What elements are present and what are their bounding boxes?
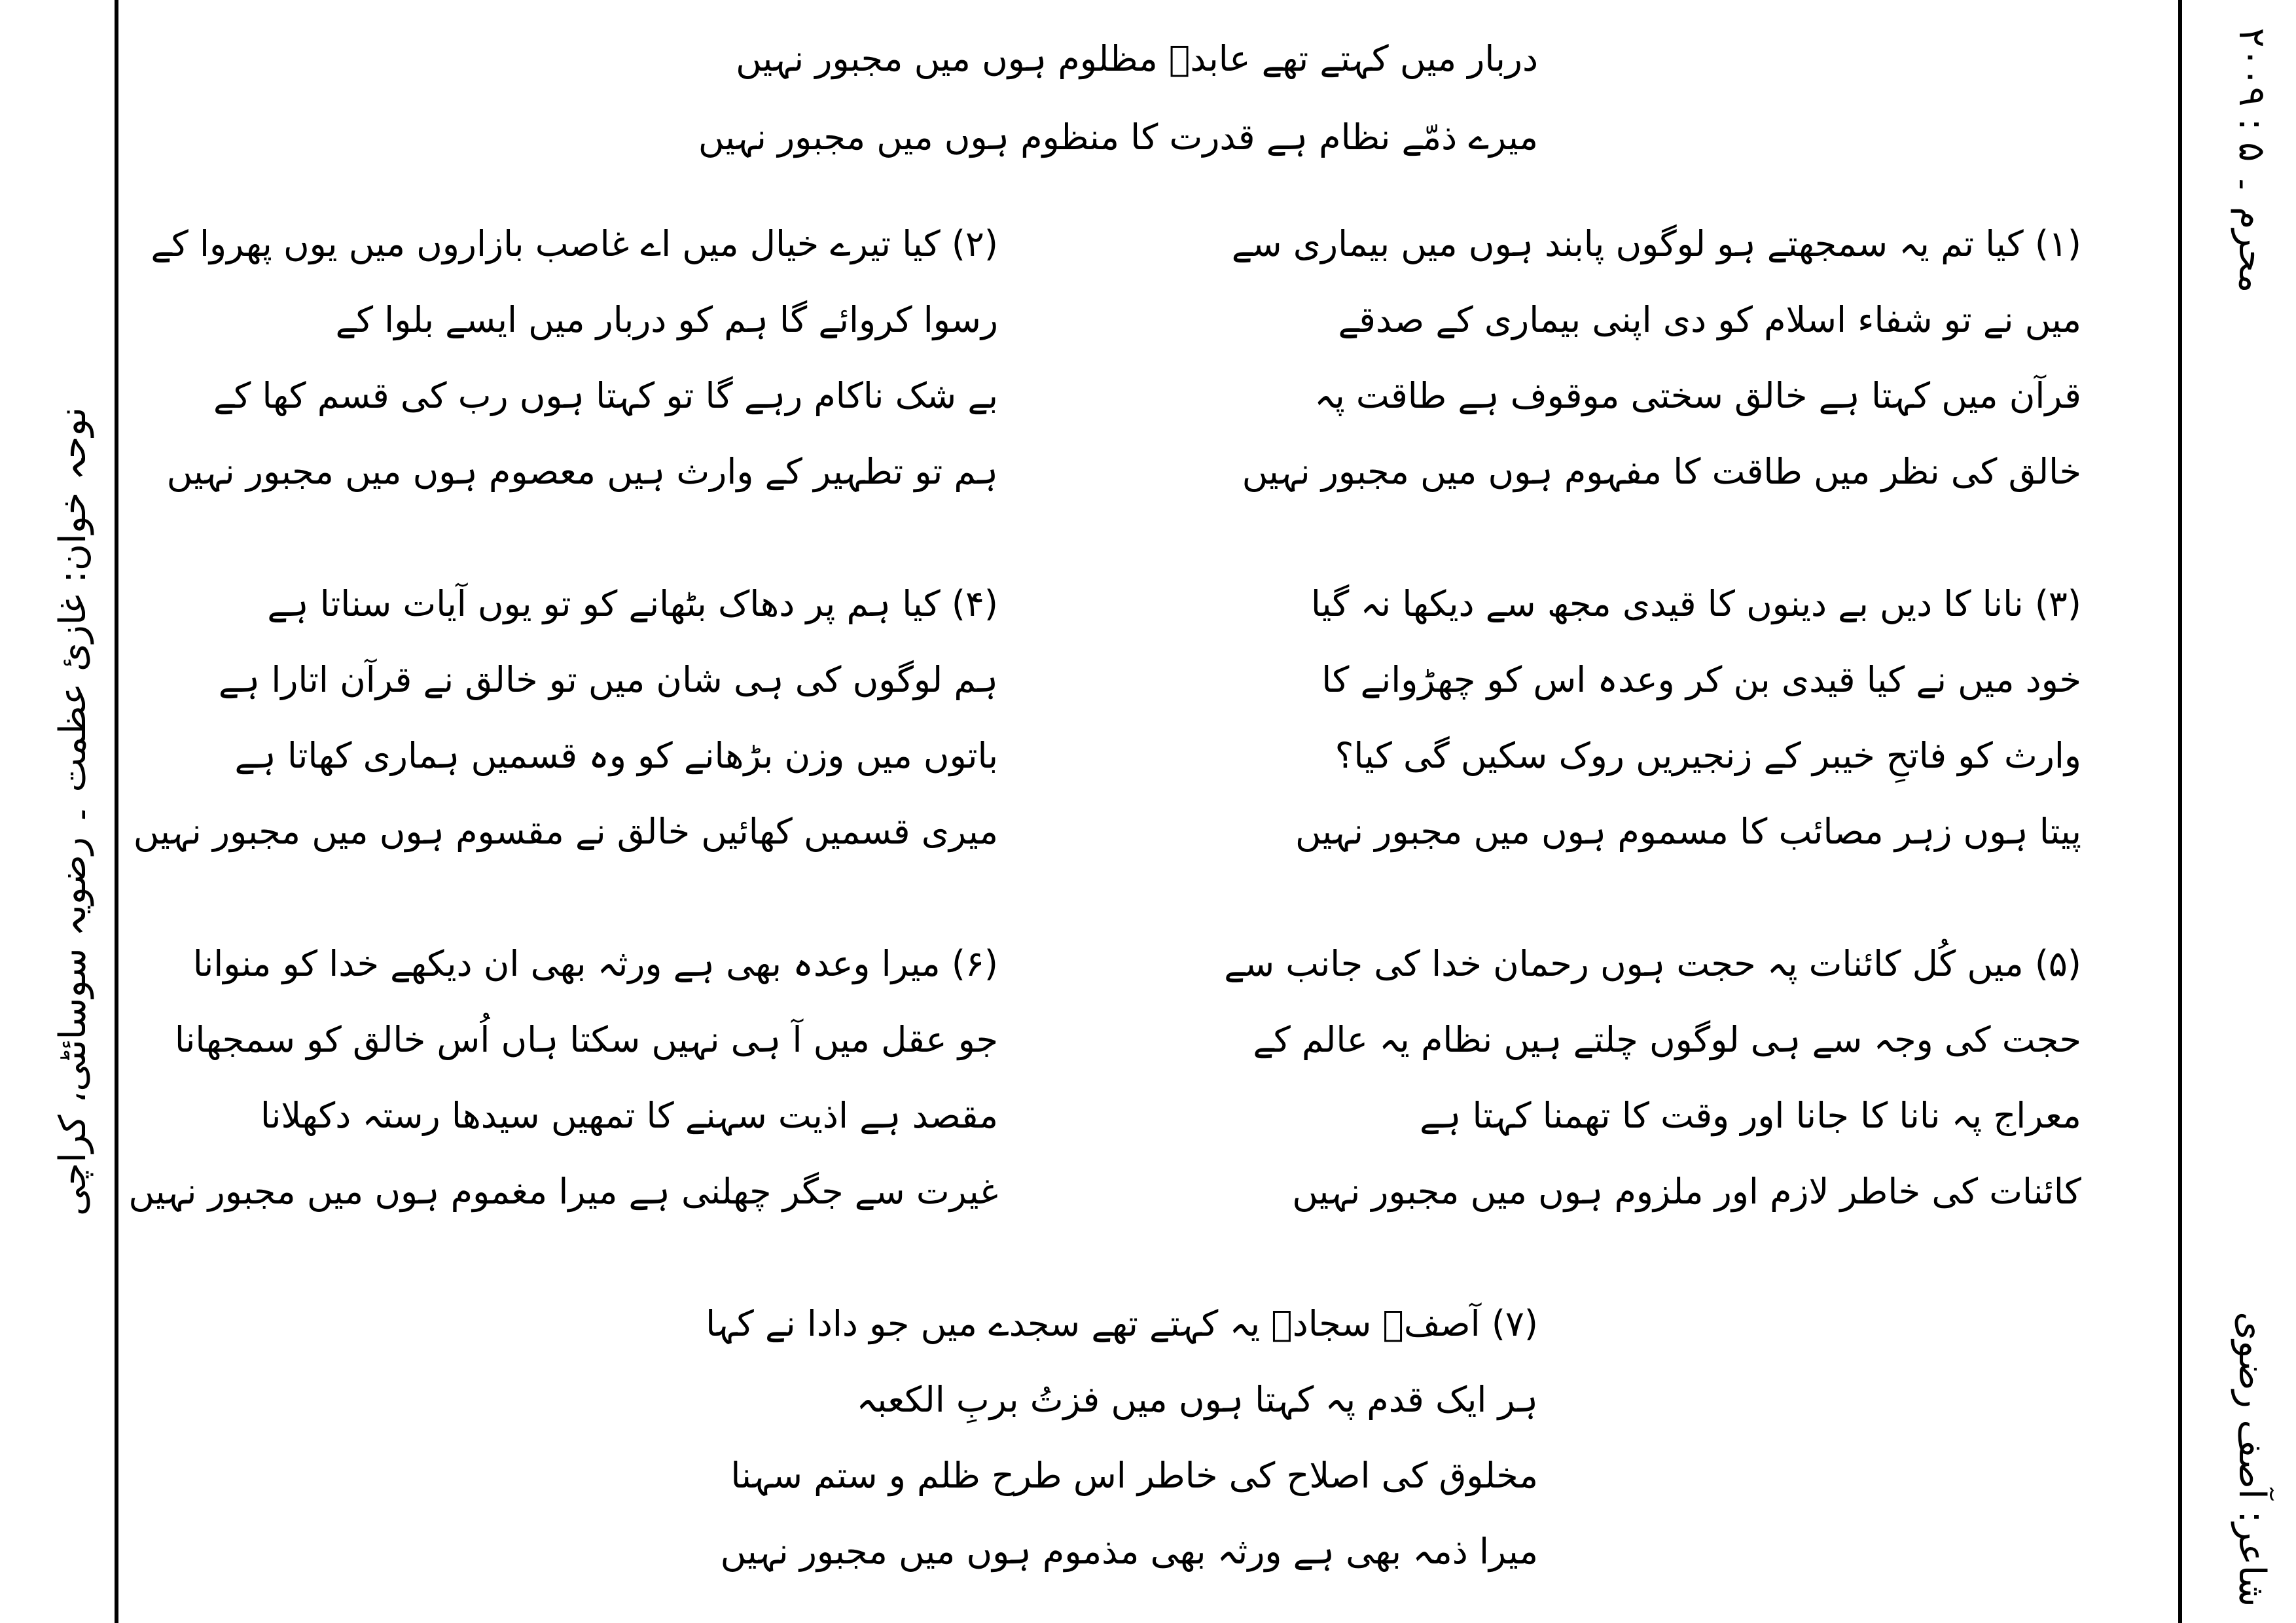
stanza-line: میں نے تو شفاء اسلام کو دی اپنی بیماری کے صدقے xyxy=(1338,299,2081,340)
refrain-line: میرے ذمّے نظام ہے قدرت کا منظوم ہوں میں مجبور نہیں xyxy=(698,116,1538,158)
stanza-line: غیرت سے جگر چھلنی ہے میرا مغموم ہوں میں مجبور نہیں xyxy=(128,1171,998,1212)
stanza-line: ہم لوگوں کی ہی شان میں تو خالق نے قرآن اتارا ہے xyxy=(218,659,998,700)
stanza-line: (۵) میں کُل کائنات پہ حجت ہوں رحمان خدا کی جانب سے xyxy=(1224,943,2081,984)
stanza-line: پیتا ہوں زہر مصائب کا مسموم ہوں میں مجبور نہیں xyxy=(1295,811,2081,852)
stanza-line: وارث کو فاتحِ خیبر کے زنجیریں روک سکیں گی کیا؟ xyxy=(1335,735,2081,776)
stanza-line: حجت کی وجہ سے ہی لوگوں چلتے ہیں نظام یہ عالم کے xyxy=(1253,1019,2081,1060)
stanza-line: خود میں نے کیا قیدی بن کر وعدہ اس کو چھڑوانے کا xyxy=(1321,659,2081,700)
date-label: محرم ۔ ۵ : ۲۰۰۹ xyxy=(2231,27,2273,293)
stanza-line: (۴) کیا ہم پر دھاک بٹھانے کو تو یوں آیات سناتا ہے xyxy=(267,583,998,624)
stanza-line: (۷) آصفؔ سجادؑ یہ کہتے تھے سجدے میں جو دادا نے کہا xyxy=(706,1303,1538,1344)
stanza-3 xyxy=(1295,566,2081,870)
left-border-line xyxy=(115,0,118,1623)
refrain xyxy=(698,20,1538,177)
stanza-7 xyxy=(706,1286,1538,1590)
stanza-2 xyxy=(151,206,998,510)
stanza-line: (۶) میرا وعدہ بھی ہے ورثہ بھی ان دیکھے خدا کو منوانا xyxy=(192,943,998,984)
poet-credit: شاعر: آصف رضوی xyxy=(2231,1311,2273,1607)
stanza-line: ہم تو تطہیر کے وارث ہیں معصوم ہوں میں مجبور نہیں xyxy=(166,451,998,492)
stanza-line: مقصد ہے اذیت سہنے کا تمھیں سیدھا رستہ دکھلانا xyxy=(260,1095,998,1136)
refrain-line: دربار میں کہتے تھے عابدؑ مظلوم ہوں میں مجبور نہیں xyxy=(736,38,1538,79)
stanza-line: (۱) کیا تم یہ سمجھتے ہو لوگوں پابند ہوں میں بیماری سے xyxy=(1231,223,2081,264)
stanza-6 xyxy=(128,926,998,1230)
stanza-line: کائنات کی خاطر لازم اور ملزوم ہوں میں مجبور نہیں xyxy=(1292,1171,2081,1212)
stanza-1 xyxy=(1231,206,2081,510)
reciter-credit: نوحہ خوان: غازیٔ عظمت ۔ رضویہ سوسائٹی، کراچی xyxy=(52,407,94,1216)
stanza-line: قرآن میں کہتا ہے خالق سختی موقوف ہے طاقت پہ xyxy=(1314,375,2081,416)
stanza-line: میری قسمیں کھائیں خالق نے مقسوم ہوں میں مجبور نہیں xyxy=(133,811,998,852)
stanza-5 xyxy=(1224,926,2081,1230)
stanza-line: ہر ایک قدم پہ کہتا ہوں میں فزتُ بربِ الکعبہ xyxy=(856,1379,1538,1420)
stanza-line: باتوں میں وزن بڑھانے کو وہ قسمیں ہماری کھاتا ہے xyxy=(234,735,998,776)
stanza-line: خالق کی نظر میں طاقت کا مفہوم ہوں میں مجبور نہیں xyxy=(1242,451,2081,492)
stanza-line: جو عقل میں آ ہی نہیں سکتا ہاں اُس خالق کو سمجھانا xyxy=(174,1019,998,1060)
stanza-line: مخلوق کی اصلاح کی خاطر اس طرح ظلم و ستم سہنا xyxy=(730,1455,1538,1496)
stanza-line: معراج پہ نانا کا جانا اور وقت کا تھمنا کہتا ہے xyxy=(1420,1095,2081,1136)
stanza-line: بے شک ناکام رہے گا تو کہتا ہوں رب کی قسم کھا کے xyxy=(213,375,998,416)
stanza-line: (۲) کیا تیرے خیال میں اے غاصب بازاروں میں یوں پھروا کے xyxy=(151,223,998,264)
stanza-line: رسوا کروائے گا ہم کو دربار میں ایسے بلوا کے xyxy=(335,299,998,340)
stanza-4 xyxy=(133,566,998,870)
stanza-line: میرا ذمہ بھی ہے ورثہ بھی مذموم ہوں میں مجبور نہیں xyxy=(720,1531,1538,1572)
right-border-line xyxy=(2178,0,2182,1623)
stanza-line: (۳) نانا کا دیں بے دینوں کا قیدی مجھ سے دیکھا نہ گیا xyxy=(1310,583,2081,624)
